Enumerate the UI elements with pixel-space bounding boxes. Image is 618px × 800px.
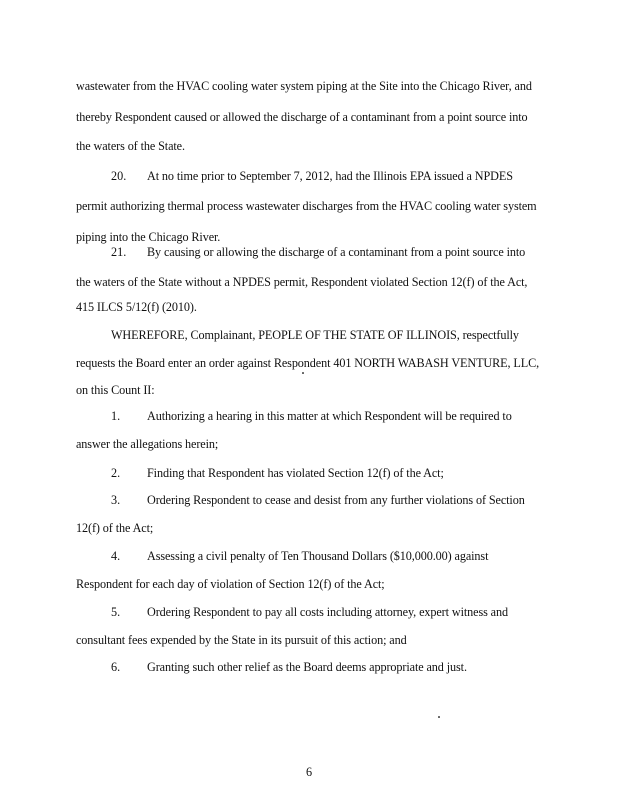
- text-line: the waters of the State.: [76, 139, 185, 153]
- text-line: 12(f) of the Act;: [76, 521, 154, 535]
- paragraph-number: 21.: [111, 245, 127, 259]
- relief-number: 1.: [111, 409, 121, 423]
- text-line: thereby Respondent caused or allowed the discharge of a contaminant from a point source into: [76, 110, 528, 124]
- text-line: Finding that Respondent has violated Section 12(f) of the Act;: [147, 466, 444, 480]
- text-line: consultant fees expended by the State in its pursuit of this action; and: [76, 633, 407, 647]
- text-line: permit authorizing thermal process wastewater discharges from the HVAC cooling water system: [76, 199, 537, 213]
- text-line: Ordering Respondent to cease and desist from any further violations of Section: [147, 493, 525, 507]
- scan-speck: [302, 372, 304, 374]
- text-line: By causing or allowing the discharge of a contaminant from a point source into: [147, 245, 526, 259]
- relief-number: 2.: [111, 466, 121, 480]
- relief-number: 5.: [111, 605, 121, 619]
- relief-number: 4.: [111, 549, 121, 563]
- text-line: At no time prior to September 7, 2012, had the Illinois EPA issued a NPDES: [147, 169, 513, 183]
- text-line: 415 ILCS 5/12(f) (2010).: [76, 300, 197, 314]
- text-line: wastewater from the HVAC cooling water system piping at the Site into the Chicago River, and: [76, 79, 532, 93]
- text-line: WHEREFORE, Complainant, PEOPLE OF THE STATE OF ILLINOIS, respectfully: [111, 328, 519, 342]
- text-line: Authorizing a hearing in this matter at which Respondent will be required to: [147, 409, 512, 423]
- text-line: answer the allegations herein;: [76, 437, 219, 451]
- scan-speck: [438, 716, 440, 718]
- text-line: the waters of the State without a NPDES permit, Respondent violated Section 12(f) of the Act,: [76, 275, 528, 289]
- text-line: piping into the Chicago River.: [76, 230, 221, 244]
- text-line: Respondent for each day of violation of Section 12(f) of the Act;: [76, 577, 385, 591]
- text-line: requests the Board enter an order against Respondent 401 NORTH WABASH VENTURE, LLC,: [76, 356, 540, 370]
- text-line: Assessing a civil penalty of Ten Thousand Dollars ($10,000.00) against: [147, 549, 489, 563]
- paragraph-number: 20.: [111, 169, 127, 183]
- page-number: 6: [305, 765, 313, 779]
- relief-number: 3.: [111, 493, 121, 507]
- relief-number: 6.: [111, 660, 121, 674]
- text-line: Granting such other relief as the Board deems appropriate and just.: [147, 660, 467, 674]
- text-line: on this Count II:: [76, 383, 155, 397]
- text-line: Ordering Respondent to pay all costs including attorney, expert witness and: [147, 605, 508, 619]
